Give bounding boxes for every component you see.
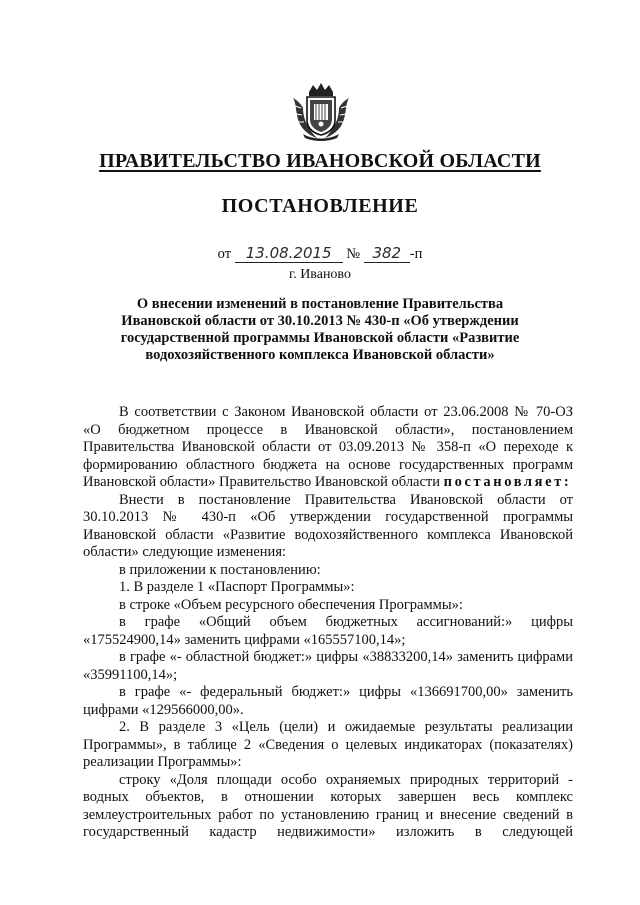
city-line: г. Иваново [289, 267, 351, 282]
subject-line: О внесении изменений в постановление Правительства [136, 296, 504, 312]
handwritten-date: 13.08.2015 [245, 244, 332, 262]
ivanovo-coat-of-arms-icon [289, 82, 353, 142]
number-field [364, 246, 410, 263]
body-paragraph: в графе «- областной бюджет:» цифры «38833200,14» заменить цифрами «35991100,14»; [83, 649, 573, 683]
resolves-keyword: постановляет: [443, 474, 572, 490]
subject-line: водохозяйственного комплекса Ивановской области» [145, 347, 495, 363]
government-title: ПРАВИТЕЛЬСТВО ИВАНОВСКОЙ ОБЛАСТИ [99, 150, 541, 172]
body-paragraph: 1. В разделе 1 «Паспорт Программы»: [119, 579, 355, 595]
date-field [235, 246, 343, 263]
preamble-paragraph [83, 404, 573, 492]
body-paragraph: строку «Доля площади особо охраняемых природных территорий - водных объектов, в отношении которых завершен весь комплекс землеустроительных работ по установлению границ и внесение сведений в государственный кадастр недвижимости» изложить в следующей [83, 771, 573, 840]
handwritten-number: 382 [372, 244, 402, 262]
body-paragraph: в строке «Объем ресурсного обеспечения Программы»: [119, 596, 463, 613]
number-label: № [346, 246, 361, 262]
body-paragraph: Внести в постановление Правительства Ивановской области от 30.10.2013 № 430-п «Об утверждении государственной программы Ивановской области «Развитие водохозяйственного комплекса Ивановской области» следующие изменения: [83, 491, 573, 560]
body-paragraph: в графе «Общий объем бюджетных ассигнований:» цифры «175524900,14» заменить цифрами «165557100,14»; [83, 614, 573, 648]
body-paragraph: в приложении к постановлению: [119, 561, 321, 578]
date-number-line [0, 246, 640, 263]
subject-line: государственной программы Ивановской области «Развитие [120, 330, 520, 346]
document-body [83, 404, 573, 842]
preamble-text: В соответствии с Законом Ивановской области от 23.06.2008 № 70-ОЗ «О бюджетном процессе в Ивановской области», постановлением Правительства Ивановской области от 03.09.2013 № 358-п «О переходе к формированию областного бюджета на основе государственных программ Ивановской области» Правительство Ивановской области [83, 404, 573, 490]
document-subject [100, 296, 540, 364]
from-label: от [217, 246, 232, 262]
body-paragraph: в графе «- федеральный бюджет:» цифры «136691700,00» заменить цифрами «129566000,00». [83, 684, 573, 718]
subject-line: Ивановской области от 30.10.2013 № 430-п «Об утверждении [121, 313, 519, 329]
number-suffix: -п [409, 246, 423, 262]
body-paragraph: 2. В разделе 3 «Цель (цели) и ожидаемые результаты реализации Программы», в таблице 2 «Сведения о целевых индикаторах (показателях) реализации Программы»: [83, 719, 573, 770]
document-type-title: ПОСТАНОВЛЕНИЕ [221, 195, 419, 217]
